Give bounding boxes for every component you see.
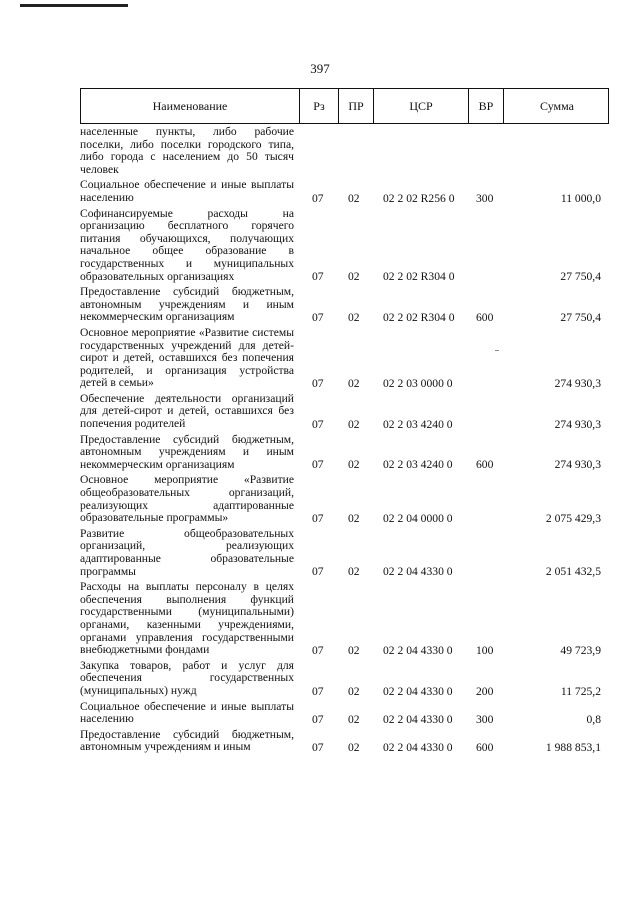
- row-name: Основное мероприятие «Развитие общеобразовательных организаций, реализующих адаптированные образовательные программы»: [80, 473, 294, 525]
- row-csr: 02 2 02 R256 0: [383, 191, 455, 205]
- row-sum: 27 750,4: [560, 310, 601, 324]
- table-row: [80, 179, 609, 204]
- row-sum: 2 051 432,5: [545, 565, 601, 579]
- table-row: [80, 528, 609, 578]
- row-pr: 02: [348, 270, 360, 284]
- row-pr: 02: [348, 417, 360, 431]
- row-pr: 02: [348, 511, 360, 525]
- header-vr: ВР: [478, 98, 494, 113]
- table-row: [80, 327, 609, 390]
- row-name: Закупка товаров, работ и услуг для обеспечения государственных (муниципальных) нужд: [80, 658, 294, 697]
- table-row: [80, 126, 609, 176]
- table-body: [80, 126, 609, 754]
- row-pr: 02: [348, 643, 360, 657]
- row-name: Развитие общеобразовательных организаций, реализующих адаптированные образовательные программы: [80, 526, 294, 578]
- table-row: [80, 208, 609, 284]
- row-vr: 300: [476, 712, 494, 726]
- row-rz: 07: [312, 643, 324, 657]
- table-row: [80, 434, 609, 472]
- table-row: [80, 393, 609, 431]
- row-rz: 07: [312, 684, 324, 698]
- budget-table: [80, 88, 609, 754]
- row-vr: 200: [476, 684, 494, 698]
- row-csr: 02 2 04 4330 0: [383, 565, 453, 579]
- row-pr: 02: [348, 191, 360, 205]
- table-row: [80, 660, 609, 698]
- row-name: населенные пункты, либо рабочие поселки, либо поселки городского типа, либо города с населением до 50 тысяч человек: [80, 125, 294, 176]
- header-sum: Сумма: [540, 98, 574, 113]
- row-name: Софинансируемые расходы на организацию бесплатного горячего питания обучающихся, получающих начальное общее образование в государственных и муниципальных образовательных организациях: [80, 206, 294, 283]
- row-vr: 600: [476, 310, 494, 324]
- table-row: [80, 581, 609, 657]
- row-pr: 02: [348, 458, 360, 472]
- row-csr: 02 2 03 4240 0: [383, 417, 453, 431]
- row-sum: 1 988 853,1: [545, 740, 601, 754]
- row-csr: 02 2 02 R304 0: [383, 270, 455, 284]
- row-csr: 02 2 04 4330 0: [383, 684, 453, 698]
- row-pr: 02: [348, 565, 360, 579]
- row-rz: 07: [312, 191, 324, 205]
- row-name: Предоставление субсидий бюджетным, автономным учреждениям и иным некоммерческим организациям: [80, 432, 294, 471]
- header-pr: ПР: [348, 98, 364, 113]
- row-csr: 02 2 04 4330 0: [383, 740, 453, 754]
- row-sum: 274 930,3: [554, 417, 601, 431]
- row-vr: 600: [476, 740, 494, 754]
- row-sum: 2 075 429,3: [545, 511, 601, 525]
- row-name: Предоставление субсидий бюджетным, автономным учреждениям и иным: [80, 727, 294, 754]
- row-csr: 02 2 02 R304 0: [383, 310, 455, 324]
- row-vr: 100: [476, 643, 494, 657]
- row-pr: 02: [348, 684, 360, 698]
- row-sum: 27 750,4: [560, 270, 601, 284]
- row-vr: 300: [476, 191, 494, 205]
- header-csr: ЦСР: [409, 98, 433, 113]
- row-rz: 07: [312, 376, 324, 390]
- table-header: [80, 88, 609, 124]
- row-rz: 07: [312, 310, 324, 324]
- table-row: [80, 286, 609, 324]
- row-sum: 274 930,3: [554, 458, 601, 472]
- row-sum: 49 723,9: [560, 643, 601, 657]
- row-name: Социальное обеспечение и иные выплаты населению: [80, 178, 294, 204]
- row-csr: 02 2 04 0000 0: [383, 511, 453, 525]
- row-sum: 274 930,3: [554, 376, 601, 390]
- row-name: Обеспечение деятельности организаций для детей-сирот и детей, оставшихся без попечения родителей: [80, 391, 294, 431]
- row-rz: 07: [312, 565, 324, 579]
- row-pr: 02: [348, 740, 360, 754]
- row-rz: 07: [312, 458, 324, 472]
- row-name: Социальное обеспечение и иные выплаты населению: [80, 699, 294, 726]
- row-sum: 11 725,2: [560, 684, 601, 698]
- row-vr: 600: [476, 458, 494, 472]
- header-name: Наименование: [152, 98, 228, 113]
- row-csr: 02 2 04 4330 0: [383, 643, 453, 657]
- row-csr: 02 2 03 4240 0: [383, 458, 453, 472]
- page-number: 397: [310, 61, 330, 76]
- row-pr: 02: [348, 712, 360, 726]
- header-rz: Рз: [313, 98, 325, 113]
- table-row: [80, 474, 609, 524]
- top-rule: [20, 4, 128, 7]
- row-name: Предоставление субсидий бюджетным, автономным учреждениям и иным некоммерческим организациям: [80, 285, 294, 324]
- row-sum: 0,8: [586, 712, 601, 726]
- row-pr: 02: [348, 310, 360, 324]
- row-rz: 07: [312, 417, 324, 431]
- row-rz: 07: [312, 511, 324, 525]
- row-rz: 07: [312, 712, 324, 726]
- row-name: Расходы на выплаты персоналу в целях обеспечения выполнения функций государственными (муниципальными) органами, казенными учреждениями, органами управления государственными внебюджетными фондами: [80, 580, 294, 657]
- row-pr: 02: [348, 376, 360, 390]
- table-row: [80, 701, 609, 726]
- row-rz: 07: [312, 270, 324, 284]
- row-csr: 02 2 03 0000 0: [383, 376, 453, 390]
- row-name: Основное мероприятие «Развитие системы государственных учреждений для детей-сирот и детей, оставшихся без попечения родителей, и организация устройства детей в семьи»: [80, 325, 294, 390]
- scan-speck: [495, 350, 499, 351]
- table-row: [80, 729, 609, 754]
- row-sum: 11 000,0: [560, 191, 601, 205]
- row-csr: 02 2 04 4330 0: [383, 712, 453, 726]
- row-rz: 07: [312, 740, 324, 754]
